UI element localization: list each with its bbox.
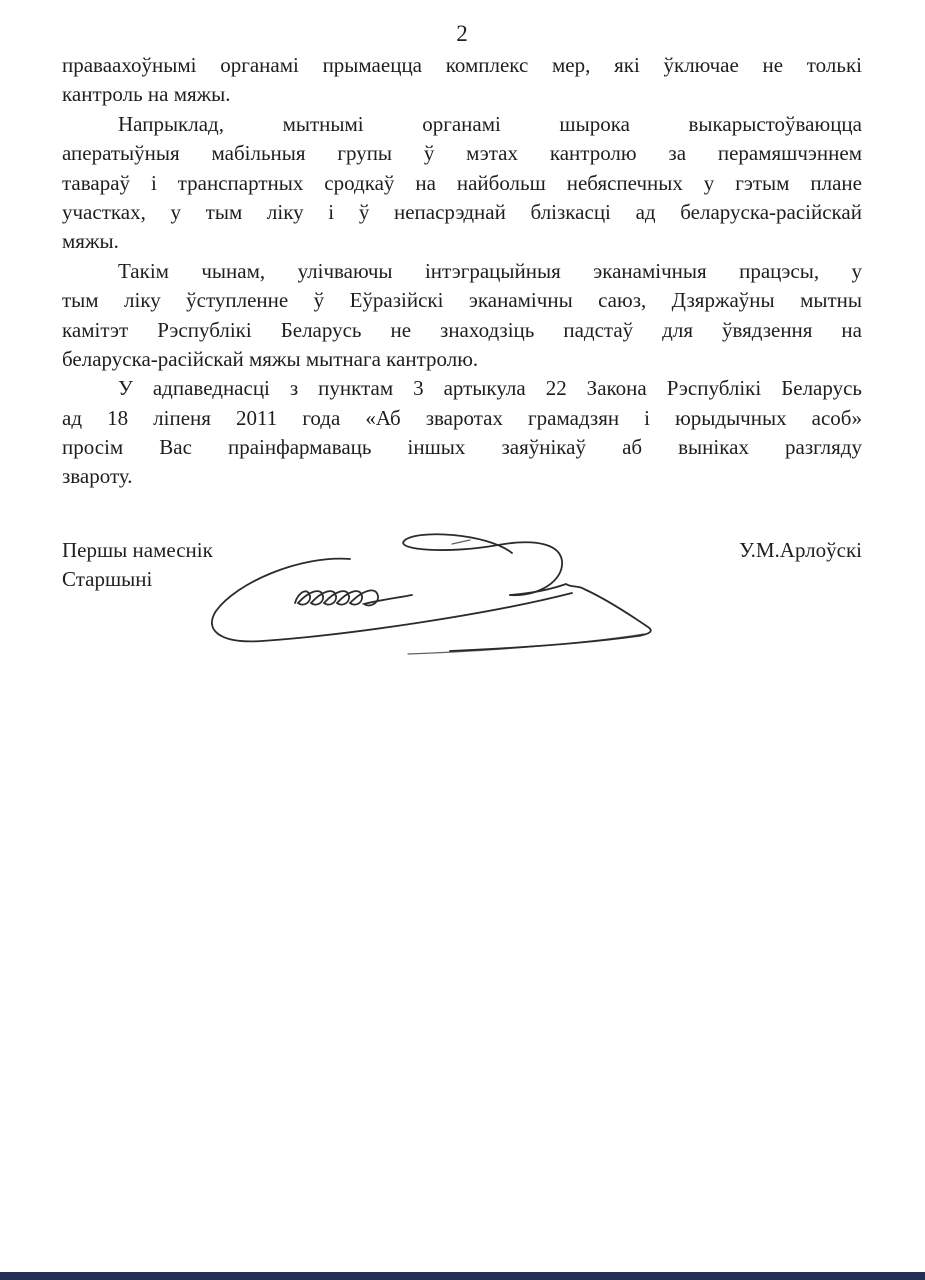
text-line: камітэт Рэспублікі Беларусь не знаходзіць падстаў для ўвядзення на	[62, 317, 862, 342]
signer-position-line: Старшыні	[62, 567, 153, 592]
text-line: звароту.	[62, 464, 133, 489]
signer-position-line: Першы намеснік	[62, 538, 213, 562]
text-line: мяжы.	[62, 229, 119, 254]
page-number: 2	[456, 21, 468, 46]
text-line: беларуска-расійскай мяжы мытнага кантролю.	[62, 346, 479, 371]
bottom-scan-edge	[0, 1272, 925, 1280]
text-line: Такім чынам, улічваючы інтэграцыйныя эканамічныя працэсы, у	[118, 258, 862, 283]
text-line: участках, у тым ліку і ў непасрэднай блізкасці ад беларуска-расійскай	[62, 199, 862, 224]
text-line: кантроль на мяжы.	[62, 82, 231, 107]
text-line: тым ліку ўступленне ў Еўразійскі эканамічны саюз, Дзяржаўны мытны	[62, 288, 862, 313]
text-line: Напрыклад, мытнымі органамі шырока выкарыстоўваюцца	[118, 111, 862, 136]
text-line: ад 18 ліпеня 2011 года «Аб зваротах грамадзян і юрыдычных асоб»	[62, 405, 862, 430]
letter-body	[62, 51, 862, 492]
signature-block	[62, 536, 862, 595]
signer-name: У.М.Арлоўскі	[739, 538, 862, 562]
text-line: У адпаведнасці з пунктам 3 артыкула 22 Закона Рэспублікі Беларусь	[118, 376, 862, 401]
text-line: просім Вас праінфармаваць іншых заяўнікаў аб выніках разгляду	[62, 435, 862, 460]
text-line: тавараў і транспартных сродкаў на найбольш небяспечных у гэтым плане	[62, 170, 862, 195]
text-line: аператыўныя мабільныя групы ў мэтах кантролю за перамяшчэннем	[62, 141, 862, 166]
text-line: праваахоўнымі органамі прымаецца комплекс мер, які ўключае не толькі	[62, 53, 862, 77]
